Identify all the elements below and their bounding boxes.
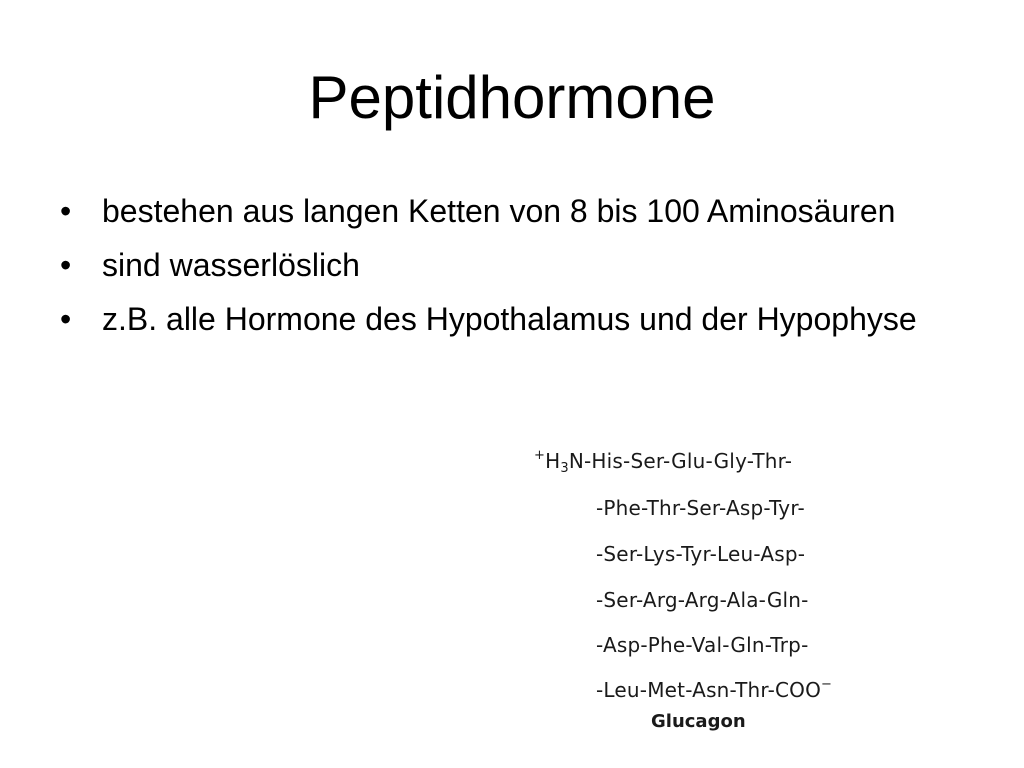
n-terminus-h: H <box>545 449 561 473</box>
sequence-line-2: -Phe-Thr-Ser-Asp-Tyr- <box>596 496 805 520</box>
figure-caption: Glucagon <box>651 711 746 732</box>
glucagon-sequence-figure <box>520 443 900 743</box>
bullet-dot-icon: • <box>60 301 72 337</box>
bullet-item-chain-length <box>60 190 940 232</box>
bullet-dot-icon: • <box>60 193 72 229</box>
c-terminus-charge: − <box>821 677 833 692</box>
sequence-line-5: -Asp-Phe-Val-Gln-Trp- <box>596 633 809 657</box>
sequence-line-3: -Ser-Lys-Tyr-Leu-Asp- <box>596 542 806 566</box>
bullet-item-examples <box>60 298 940 340</box>
sequence-line-6 <box>596 678 832 702</box>
n-terminus-subscript: 3 <box>560 461 569 476</box>
sequence-line-1-text: N-His-Ser-Glu-Gly-Thr- <box>568 449 793 473</box>
sequence-line-1 <box>534 448 793 476</box>
bullet-list <box>60 190 940 352</box>
bullet-dot-icon: • <box>60 247 72 283</box>
bullet-text: z.B. alle Hormone des Hypothalamus und der Hypophyse <box>102 301 917 337</box>
sequence-line-4: -Ser-Arg-Arg-Ala-Gln- <box>596 588 809 612</box>
bullet-text: bestehen aus langen Ketten von 8 bis 100 Aminosäuren <box>102 193 896 229</box>
slide-title: Peptidhormone <box>308 64 716 131</box>
n-terminus-charge: + <box>534 448 546 463</box>
sequence-line-6-text: -Leu-Met-Asn-Thr-COO <box>596 678 822 702</box>
bullet-text: sind wasserlöslich <box>102 247 360 283</box>
bullet-item-solubility <box>60 244 940 286</box>
